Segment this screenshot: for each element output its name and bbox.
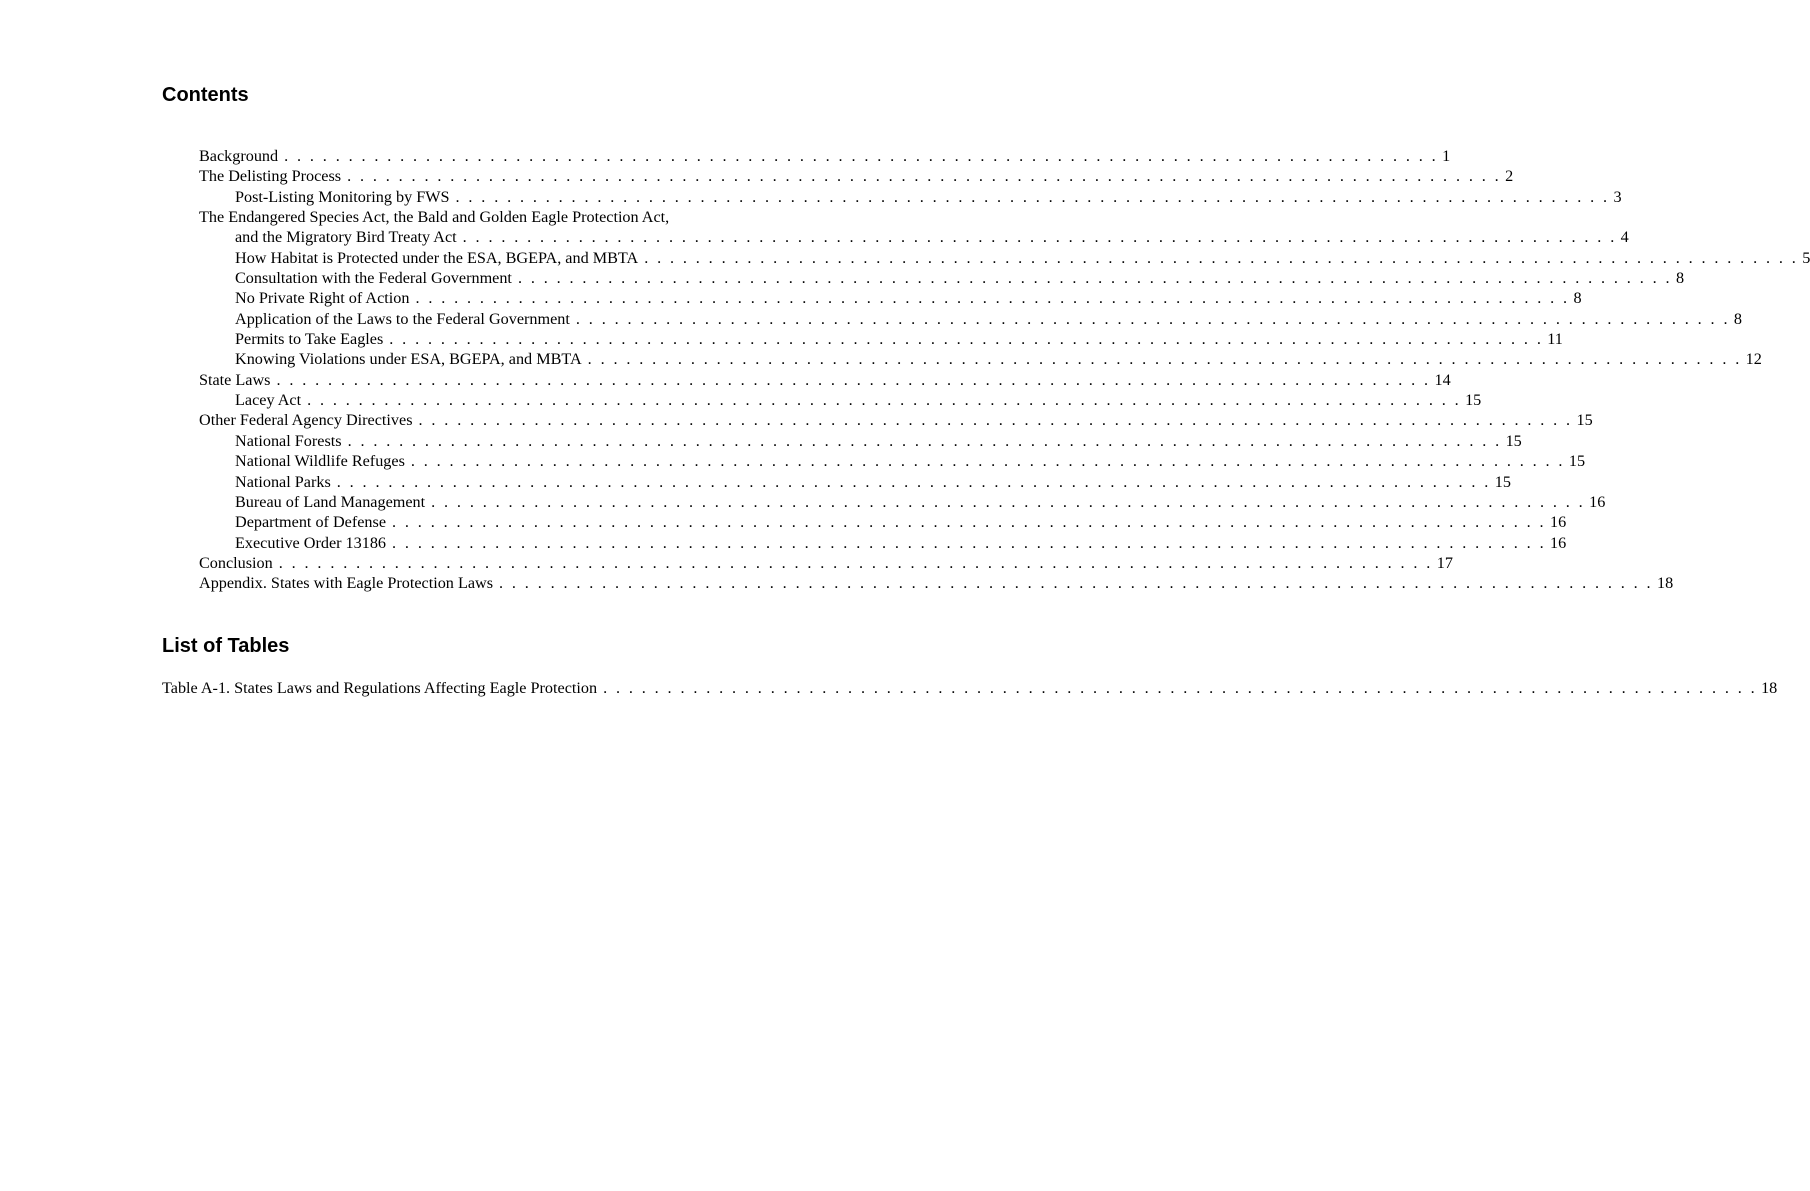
toc-entry-page-number: 5 [1802,248,1810,267]
toc-entry[interactable] [199,370,1451,390]
toc-entry-label: and the Migratory Bird Treaty Act [235,228,457,247]
toc-entry-label: Other Federal Agency Directives [199,411,413,430]
toc-entry-page-number: 16 [1589,492,1606,511]
toc-entry-page-number: 2 [1505,167,1514,186]
dot-leader: . . . . . . . . . . . . . . . . . . . . . . . . . . . . . . . . . . . . . . . . . . . . . . . . . . . . . . . . . . . . . . . . . . . . . . . . . . . . . . . . . . . . . . . . . . [462,228,1617,247]
toc-entry-label: Department of Defense [235,513,387,532]
dot-leader: . . . . . . . . . . . . . . . . . . . . . . . . . . . . . . . . . . . . . . . . . . . . . . . . . . . . . . . . . . . . . . . . . . . . . . . . . . . . . . . . . . . . . . . . . . [307,391,1462,410]
toc-entry-page-number: 3 [1613,187,1622,206]
toc-entry-page-number: 16 [1550,533,1567,552]
toc-entry-label: Conclusion [199,553,273,572]
toc-entry-page-number: 15 [1494,472,1511,491]
dot-leader: . . . . . . . . . . . . . . . . . . . . . . . . . . . . . . . . . . . . . . . . . . . . . . . . . . . . . . . . . . . . . . . . . . . . . . . . . . . . . . . . . . . . . . . . . . [347,167,1502,186]
toc-entry-page-number: 15 [1576,411,1593,430]
toc-entry-page-number: 16 [1550,513,1567,532]
toc-entry[interactable] [199,573,1674,593]
toc-entry[interactable] [199,451,1586,471]
toc-entry[interactable] [199,431,1522,451]
toc-entry-label: Executive Order 13186 [235,533,387,552]
toc-entry-label: Application of the Laws to the Federal Government [235,309,570,328]
dot-leader: . . . . . . . . . . . . . . . . . . . . . . . . . . . . . . . . . . . . . . . . . . . . . . . . . . . . . . . . . . . . . . . . . . . . . . . . . . . . . . . . . . . . . . . . . . [278,553,1433,572]
toc-entry[interactable] [199,553,1453,573]
toc-entry-page-number: 15 [1505,431,1522,450]
toc-entry[interactable] [199,410,1593,430]
contents-list [199,146,1810,594]
dot-leader: . . . . . . . . . . . . . . . . . . . . . . . . . . . . . . . . . . . . . . . . . . . . . . . . . . . . . . . . . . . . . . . . . . . . . . . . . . . . . . . . . . . . . . . . . . [410,452,1565,471]
toc-entry-page-number: 1 [1442,147,1451,165]
toc-entry-label: Knowing Violations under ESA, BGEPA, and MBTA [235,350,582,369]
dot-leader: . . . . . . . . . . . . . . . . . . . . . . . . . . . . . . . . . . . . . . . . . . . . . . . . . . . . . . . . . . . . . . . . . . . . . . . . . . . . . . . . . . . . . . . . . . [644,248,1799,267]
dot-leader: . . . . . . . . . . . . . . . . . . . . . . . . . . . . . . . . . . . . . . . . . . . . . . . . . . . . . . . . . . . . . . . . . . . . . . . . . . . . . . . . . . . . . . . . . . [415,289,1570,308]
toc-entry-label: National Forests [235,431,342,450]
toc-entry-page-number: 8 [1573,289,1582,308]
dot-leader: . . . . . . . . . . . . . . . . . . . . . . . . . . . . . . . . . . . . . . . . . . . . . . . . . . . . . . . . . . . . . . . . . . . . . . . . . . . . . . . . . . . . . . . . . . [455,187,1610,206]
toc-entry[interactable] [199,268,1685,288]
toc-entry[interactable] [199,166,1514,186]
toc-entry[interactable] [199,248,1810,268]
dot-leader: . . . . . . . . . . . . . . . . . . . . . . . . . . . . . . . . . . . . . . . . . . . . . . . . . . . . . . . . . . . . . . . . . . . . . . . . . . . . . . . . . . . . . . . . . . [603,679,1758,697]
toc-entry-page-number: 18 [1761,679,1778,697]
toc-entry[interactable] [199,390,1482,410]
toc-entry[interactable] [199,146,1451,166]
dot-leader: . . . . . . . . . . . . . . . . . . . . . . . . . . . . . . . . . . . . . . . . . . . . . . . . . . . . . . . . . . . . . . . . . . . . . . . . . . . . . . . . . . . . . . . . . . [276,370,1431,389]
toc-entry-label: Lacey Act [235,391,302,410]
dot-leader: . . . . . . . . . . . . . . . . . . . . . . . . . . . . . . . . . . . . . . . . . . . . . . . . . . . . . . . . . . . . . . . . . . . . . . . . . . . . . . . . . . . . . . . . . . [418,411,1573,430]
toc-entry-label: Table A-1. States Laws and Regulations Affecting Eagle Protection [162,679,598,697]
toc-entry-page-number: 15 [1465,391,1482,410]
toc-entry[interactable] [199,349,1762,369]
contents-heading: Contents [162,84,249,106]
dot-leader: . . . . . . . . . . . . . . . . . . . . . . . . . . . . . . . . . . . . . . . . . . . . . . . . . . . . . . . . . . . . . . . . . . . . . . . . . . . . . . . . . . . . . . . . . . [575,309,1730,328]
toc-entry[interactable] [199,187,1622,207]
toc-entry[interactable] [199,329,1563,349]
toc-entry-label: Post-Listing Monitoring by FWS [235,187,450,206]
dot-leader: . . . . . . . . . . . . . . . . . . . . . . . . . . . . . . . . . . . . . . . . . . . . . . . . . . . . . . . . . . . . . . . . . . . . . . . . . . . . . . . . . . . . . . . . . . [389,330,1544,349]
list-of-tables [162,678,1778,698]
dot-leader: . . . . . . . . . . . . . . . . . . . . . . . . . . . . . . . . . . . . . . . . . . . . . . . . . . . . . . . . . . . . . . . . . . . . . . . . . . . . . . . . . . . . . . . . . . [517,269,1672,288]
dot-leader: . . . . . . . . . . . . . . . . . . . . . . . . . . . . . . . . . . . . . . . . . . . . . . . . . . . . . . . . . . . . . . . . . . . . . . . . . . . . . . . . . . . . . . . . . . [499,574,1654,593]
toc-entry[interactable] [199,533,1567,553]
toc-entry-page-number: 18 [1657,574,1674,593]
toc-entry-page-number: 8 [1675,269,1685,288]
toc-entry[interactable] [199,288,1582,308]
toc-entry[interactable] [199,512,1567,532]
toc-entry-label: Permits to Take Eagles [235,330,384,349]
list-of-tables-heading: List of Tables [162,635,290,657]
toc-entry-page-number: 8 [1733,309,1742,328]
toc-entry[interactable] [162,678,1778,698]
toc-entry-label: State Laws [199,370,271,389]
toc-entry-label: National Wildlife Refuges [235,452,405,471]
toc-entry[interactable] [199,472,1511,492]
toc-entry[interactable] [199,207,1629,248]
toc-entry-label: How Habitat is Protected under the ESA, BGEPA, and MBTA [235,248,639,267]
toc-entry-page-number: 12 [1745,350,1762,369]
toc-entry-label: No Private Right of Action [235,289,410,308]
dot-leader: . . . . . . . . . . . . . . . . . . . . . . . . . . . . . . . . . . . . . . . . . . . . . . . . . . . . . . . . . . . . . . . . . . . . . . . . . . . . . . . . . . . . . . . . . . [392,533,1547,552]
toc-entry-label: Appendix. States with Eagle Protection Laws [199,574,494,593]
toc-entry-page-number: 15 [1568,452,1586,471]
dot-leader: . . . . . . . . . . . . . . . . . . . . . . . . . . . . . . . . . . . . . . . . . . . . . . . . . . . . . . . . . . . . . . . . . . . . . . . . . . . . . . . . . . . . . . . . . . [347,431,1502,450]
toc-entry-label: Background [199,147,279,165]
dot-leader: . . . . . . . . . . . . . . . . . . . . . . . . . . . . . . . . . . . . . . . . . . . . . . . . . . . . . . . . . . . . . . . . . . . . . . . . . . . . . . . . . . . . . . . . . . [431,492,1586,511]
dot-leader: . . . . . . . . . . . . . . . . . . . . . . . . . . . . . . . . . . . . . . . . . . . . . . . . . . . . . . . . . . . . . . . . . . . . . . . . . . . . . . . . . . . . . . . . . . [336,472,1491,491]
toc-entry-label-line1: The Endangered Species Act, the Bald and Golden Eagle Protection Act, [199,208,670,227]
toc-entry-page-number: 11 [1547,330,1563,349]
toc-entry-page-number: 17 [1436,553,1453,572]
dot-leader: . . . . . . . . . . . . . . . . . . . . . . . . . . . . . . . . . . . . . . . . . . . . . . . . . . . . . . . . . . . . . . . . . . . . . . . . . . . . . . . . . . . . . . . . . . [587,350,1742,369]
dot-leader: . . . . . . . . . . . . . . . . . . . . . . . . . . . . . . . . . . . . . . . . . . . . . . . . . . . . . . . . . . . . . . . . . . . . . . . . . . . . . . . . . . . . . . . . . . [392,513,1547,532]
dot-leader: . . . . . . . . . . . . . . . . . . . . . . . . . . . . . . . . . . . . . . . . . . . . . . . . . . . . . . . . . . . . . . . . . . . . . . . . . . . . . . . . . . . . . . . . . . [284,147,1439,165]
toc-entry[interactable] [199,309,1742,329]
toc-entry-page-number: 14 [1434,370,1451,389]
toc-entry[interactable] [199,492,1606,512]
toc-entry-label: The Delisting Process [199,167,342,186]
toc-entry-label: National Parks [235,472,331,491]
toc-entry-label: Bureau of Land Management [235,492,426,511]
toc-entry-label: Consultation with the Federal Government [235,269,512,288]
toc-entry-page-number: 4 [1620,228,1629,247]
